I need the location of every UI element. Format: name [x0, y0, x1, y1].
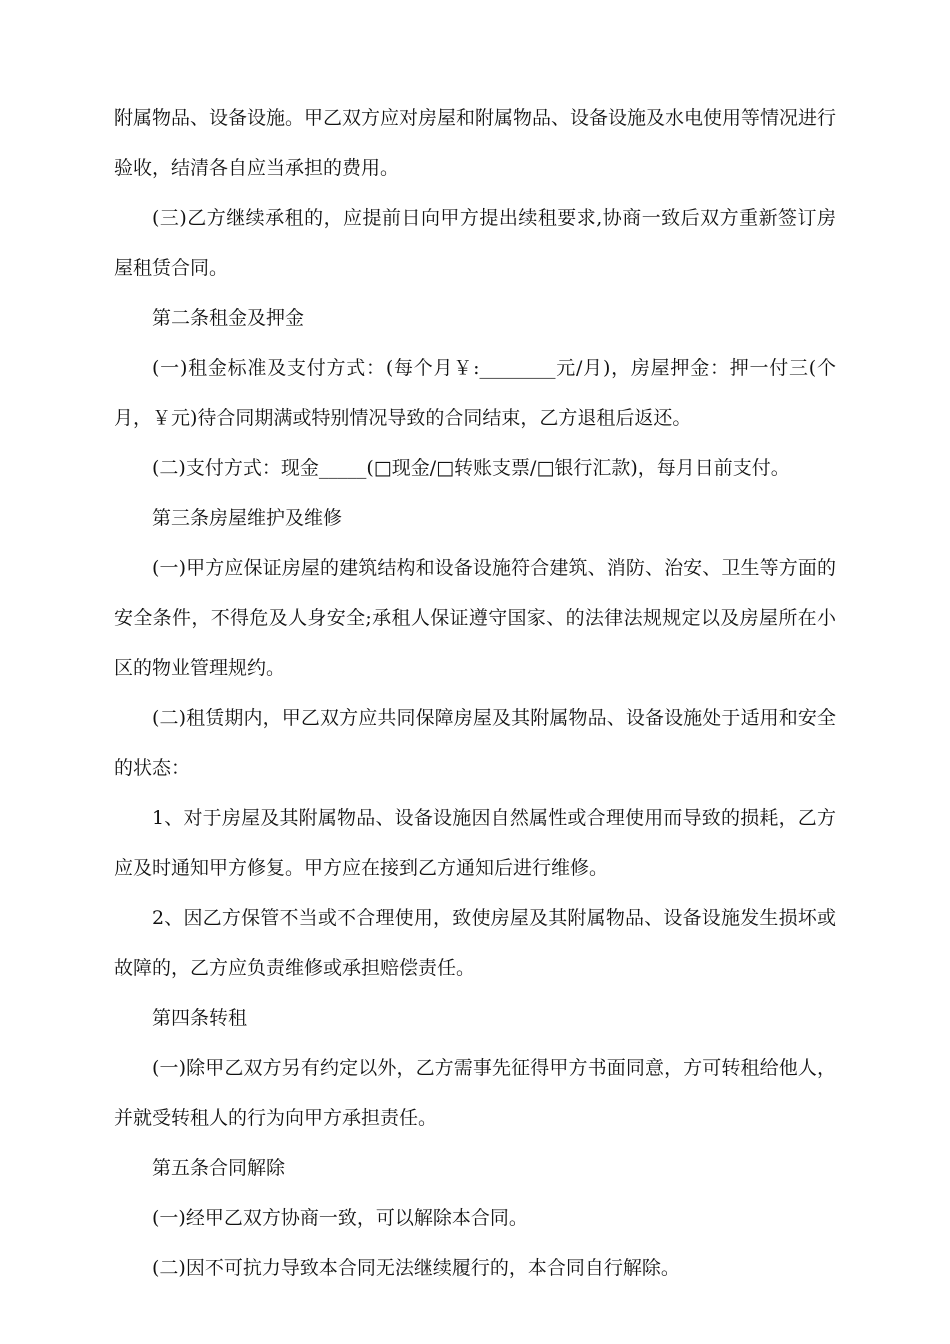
paragraph-tenant-damage: 2、因乙方保管不当或不合理使用，致使房屋及其附属物品、设备设施发生损坏或故障的，乙方应负责维修或承担赔偿责任。	[114, 907, 836, 979]
section-heading-maintenance: 第三条房屋维护及维修	[152, 507, 343, 529]
paragraph-mutual-termination: (一)经甲乙双方协商一致，可以解除本合同。	[152, 1207, 528, 1229]
paragraph-payment-method: (二)支付方式：现金_____(□现金/□转账支票/□银行汇款)，每月日前支付。	[152, 457, 790, 479]
paragraph-joint-protection: (二)租赁期内，甲乙双方应共同保障房屋及其附属物品、设备设施处于适用和安全的状态：	[114, 707, 836, 779]
paragraph-renewal: (三)乙方继续承租的，应提前日向甲方提出续租要求,协商一致后双方重新签订房屋租赁合同。	[114, 207, 836, 279]
paragraph-rent-standard: (一)租金标准及支付方式：(每个月￥:________元/月)，房屋押金：押一付三(个月，￥元)待合同期满或特别情况导致的合同结束，乙方退租后返还。	[114, 357, 836, 429]
section-heading-termination: 第五条合同解除	[152, 1157, 286, 1179]
paragraph-landlord-safety: (一)甲方应保证房屋的建筑结构和设备设施符合建筑、消防、治安、卫生等方面的安全条件，不得危及人身安全;承租人保证遵守国家、的法律法规规定以及房屋所在小区的物业管理规约。	[114, 557, 836, 679]
paragraph-sublease-consent: (一)除甲乙双方另有约定以外，乙方需事先征得甲方书面同意，方可转租给他人，并就受转租人的行为向甲方承担责任。	[114, 1057, 836, 1129]
section-heading-rent-deposit: 第二条租金及押金	[152, 307, 305, 329]
paragraph-acceptance-continued: 附属物品、设备设施。甲乙双方应对房屋和附属物品、设备设施及水电使用等情况进行验收，结清各自应当承担的费用。	[114, 107, 837, 179]
section-heading-sublease: 第四条转租	[152, 1007, 248, 1029]
document-body	[114, 93, 836, 1293]
paragraph-natural-wear: 1、对于房屋及其附属物品、设备设施因自然属性或合理使用而导致的损耗，乙方应及时通知甲方修复。甲方应在接到乙方通知后进行维修。	[114, 807, 836, 879]
paragraph-force-majeure: (二)因不可抗力导致本合同无法继续履行的，本合同自行解除。	[152, 1257, 680, 1279]
